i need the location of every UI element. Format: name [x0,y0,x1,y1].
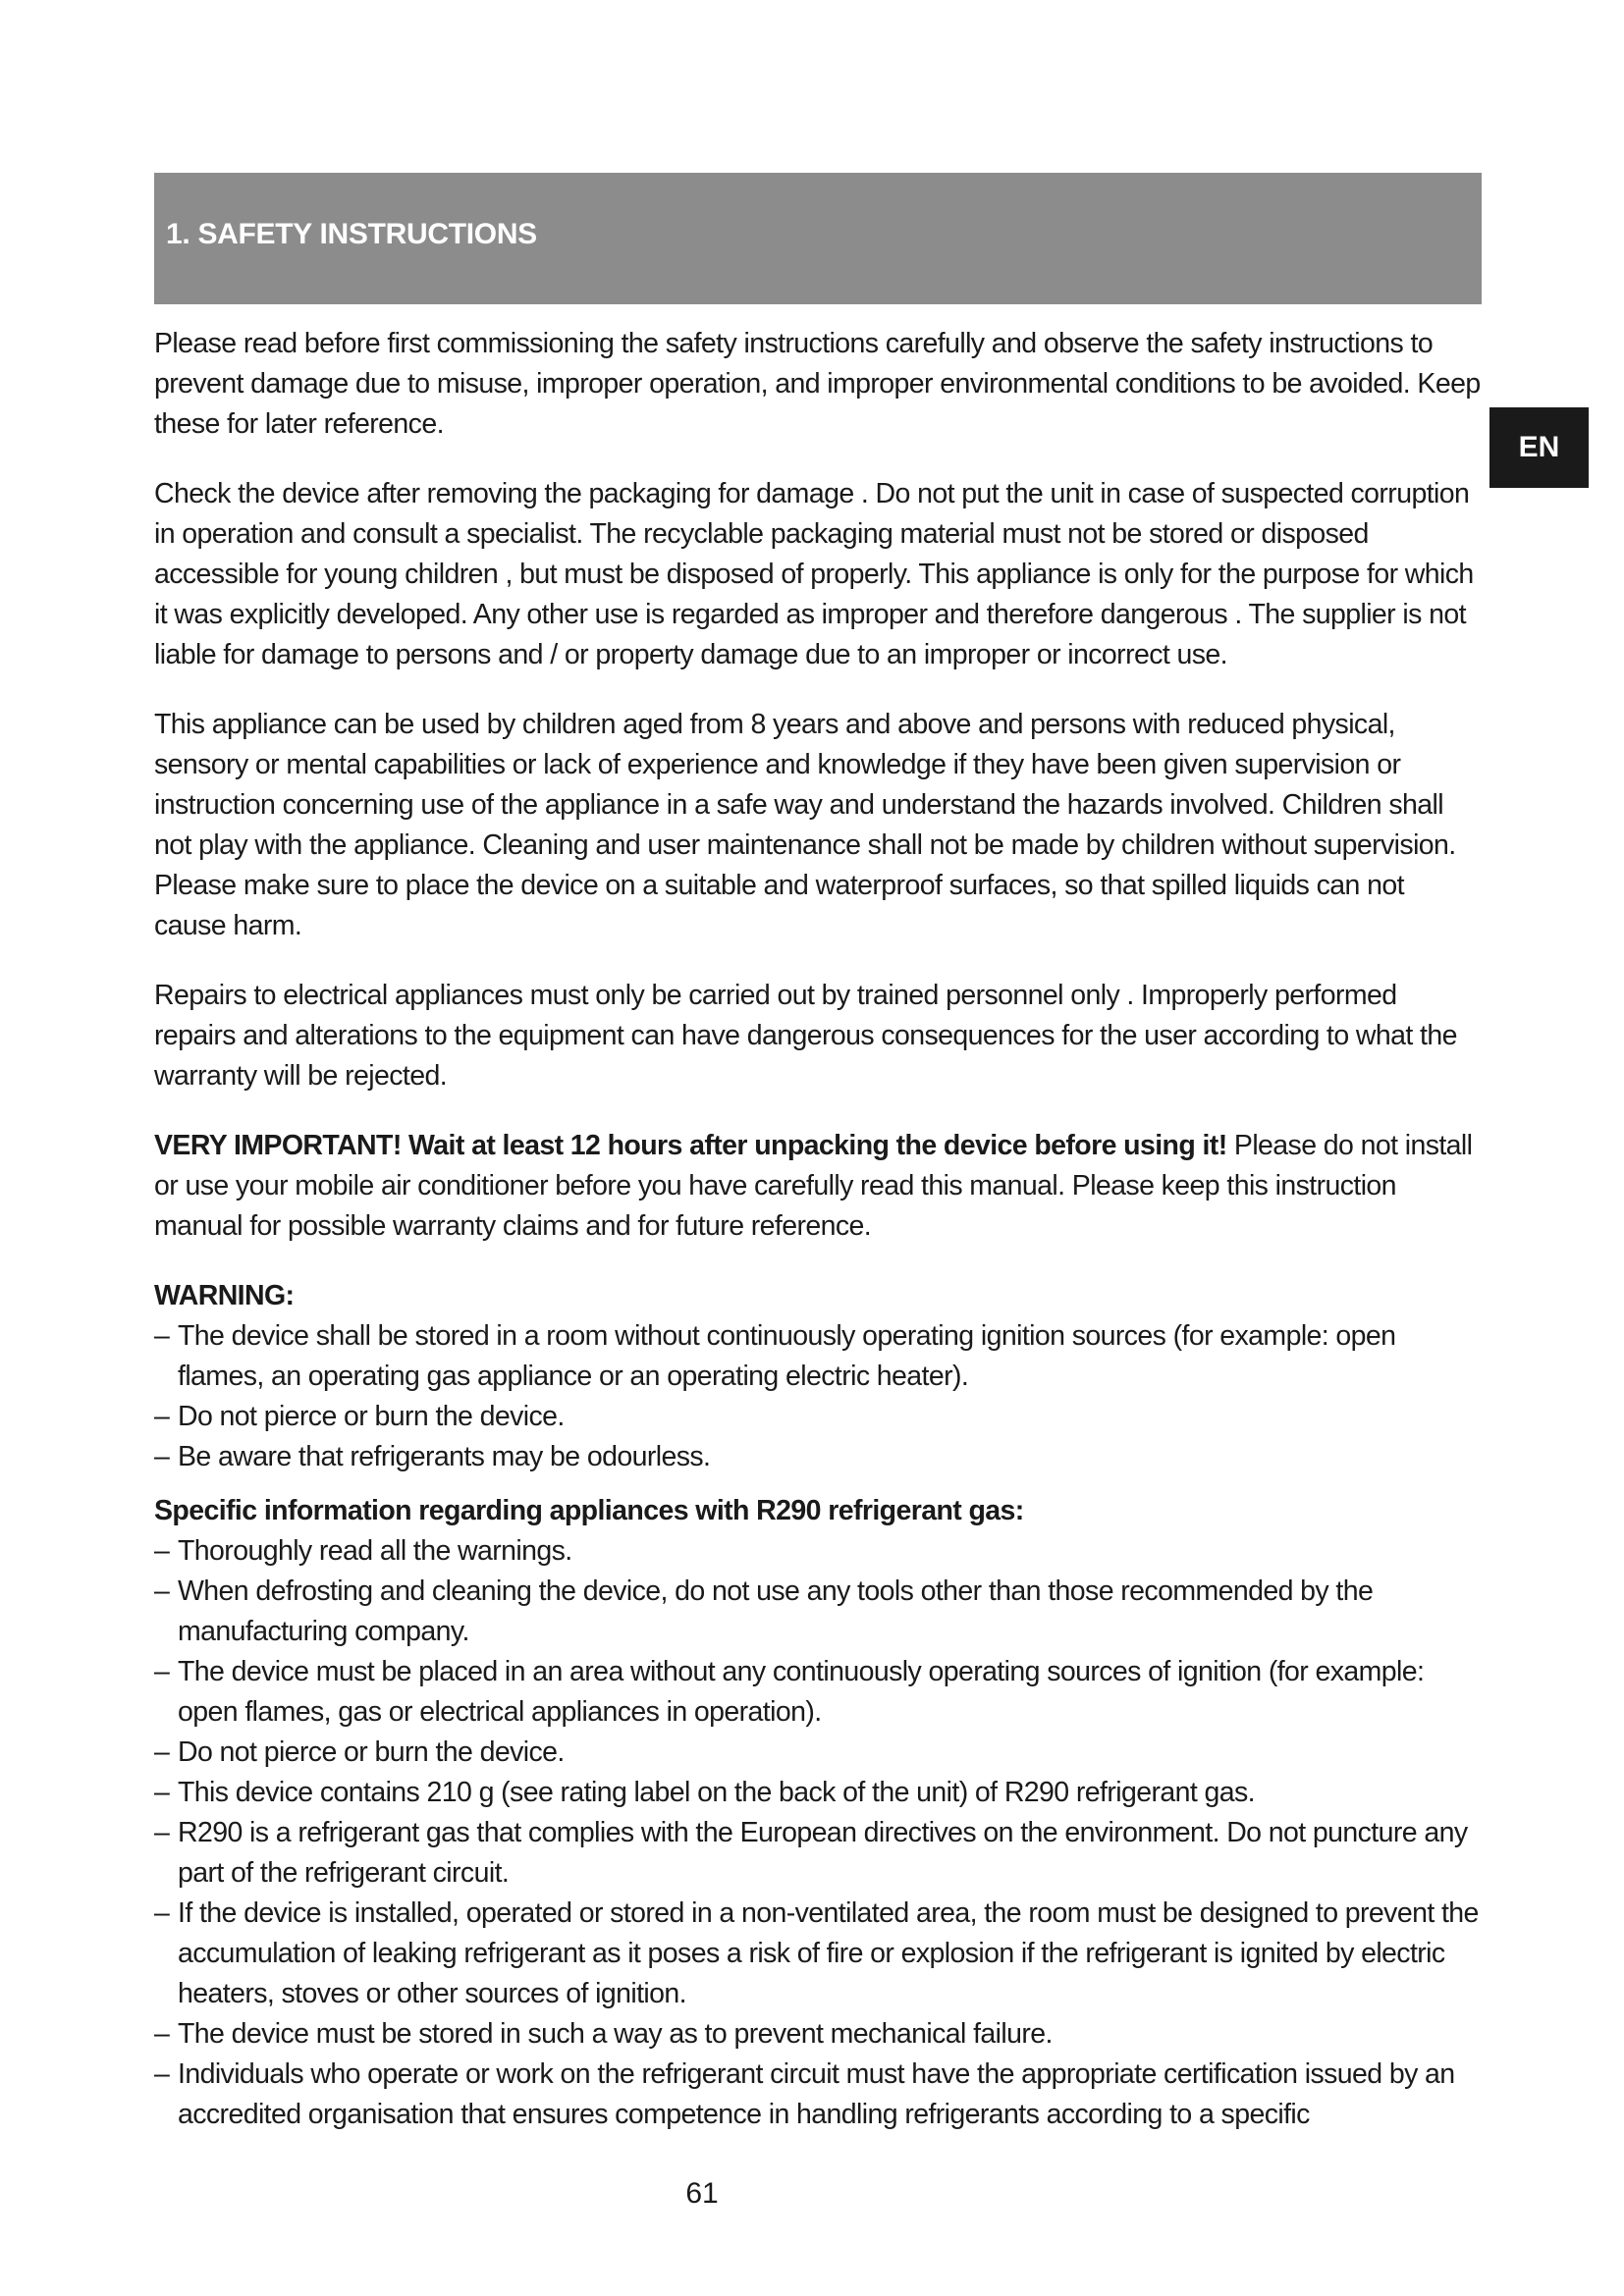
list-item: – Thoroughly read all the warnings. [154,1531,1482,1572]
paragraph-intro: Please read before first commissioning the safety instructions carefully and observe the safety instructions to prevent damage due to misuse, improper operation, and improper environmental conditions to be avoided. Keep these for later reference. [154,328,1481,440]
list-item: – When defrosting and cleaning the device, do not use any tools other than those recommended by the manufacturing company. [154,1572,1482,1652]
language-tab: EN [1489,407,1589,488]
r290-list [154,1531,1482,2135]
list-item: – Individuals who operate or work on the refrigerant circuit must have the appropriate certification issued by an accredited organisation that ensures competence in handling refrigerants according to a specific [154,2055,1482,2135]
warning-heading: WARNING: [154,1280,295,1311]
list-item: – The device shall be stored in a room without continuously operating ignition sources (for example: open flames, an operating gas appliance or an operating electric heater). [154,1316,1482,1397]
warning-list [154,1316,1482,1477]
paragraph-damage-check: Check the device after removing the packaging for damage . Do not put the unit in case of suspected corruption in operation and consult a specialist. The recyclable packaging material must not be stored or disposed accessible for young children , but must be disposed of properly. This appliance is only for the purpose for which it was explicitly developed. Any other use is regarded as improper and therefore dangerous . The supplier is not liable for damage to persons and / or property damage due to an improper or incorrect use. [154,478,1474,670]
paragraph-important [154,1126,1482,1247]
important-notice: VERY IMPORTANT! Wait at least 12 hours after unpacking the device before using it! [154,1130,1227,1161]
page-number: 61 [685,2177,719,2210]
paragraph-children: This appliance can be used by children aged from 8 years and above and persons with reduced physical, sensory or mental capabilities or lack of experience and knowledge if they have been given supervision or instruction concerning use of the appliance in a safe way and understand the hazards involved. Children shall not play with the appliance. Cleaning and user maintenance shall not be made by children without supervision. Please make sure to place the device on a suitable and waterproof surfaces, so that spilled liquids can not cause harm. [154,709,1456,941]
section-title: 1. SAFETY INSTRUCTIONS [166,218,537,250]
r290-heading: Specific information regarding appliances with R290 refrigerant gas: [154,1495,1024,1526]
list-item: – Do not pierce or burn the device. [154,1733,1482,1773]
important-text: Please do not install or use your mobile air conditioner before you have carefully read this manual. Please keep this instruction manual for possible warranty claims and for future reference. [154,1130,1473,1242]
list-item: – R290 is a refrigerant gas that complies with the European directives on the environment. Do not puncture any part of the refrigerant circuit. [154,1813,1482,1894]
list-item: – The device must be placed in an area without any continuously operating sources of ignition (for example: open flames, gas or electrical appliances in operation). [154,1652,1482,1733]
list-item: – The device must be stored in such a way as to prevent mechanical failure. [154,2014,1482,2055]
list-item: – This device contains 210 g (see rating label on the back of the unit) of R290 refrigerant gas. [154,1773,1482,1813]
list-item: – Be aware that refrigerants may be odourless. [154,1437,1482,1477]
paragraph-repairs: Repairs to electrical appliances must only be carried out by trained personnel only . Improperly performed repairs and alterations to the equipment can have dangerous consequences for the user according to what the warranty will be rejected. [154,980,1457,1092]
document-body [154,324,1482,2149]
list-item: – Do not pierce or burn the device. [154,1397,1482,1437]
section-header-bar [154,173,1482,304]
list-item: – If the device is installed, operated or stored in a non-ventilated area, the room must be designed to prevent the accumulation of leaking refrigerant as it poses a risk of fire or explosion if the refrigerant is ignited by electric heaters, stoves or other sources of ignition. [154,1894,1482,2014]
